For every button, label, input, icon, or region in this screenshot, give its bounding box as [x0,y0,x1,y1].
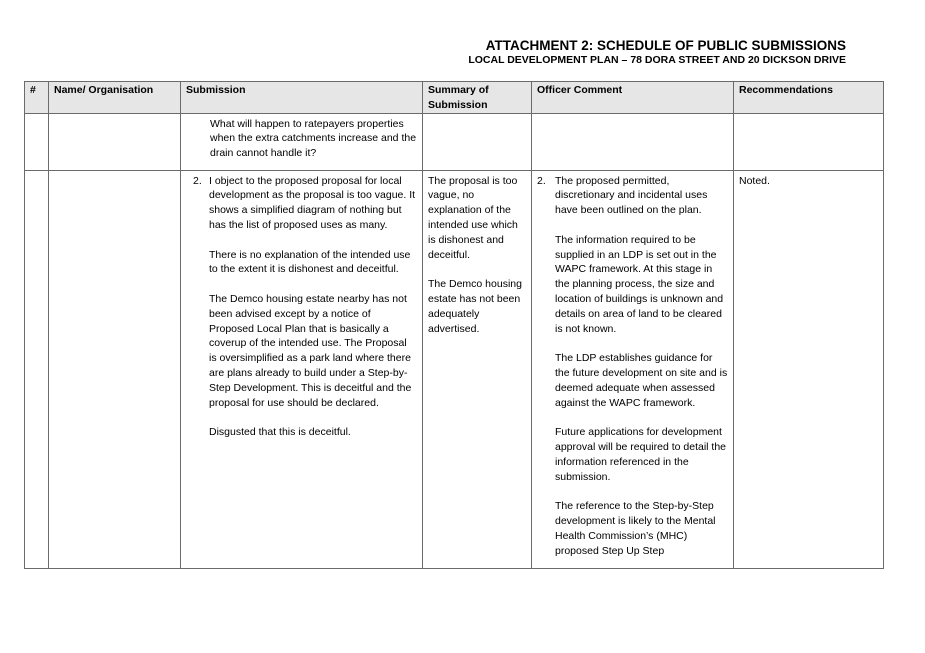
column-header-recommendations: Recommendations [734,82,884,114]
submission-paragraph: The Demco housing estate nearby has not been advised except by a notice of Proposed Local Plan that is basically a coverup of the intended use. The Proposal is oversimplified as a park land where there are plans already to build under a Step-by-Step Development. This is deceitful and the proposal for use should be declared. [209,292,412,409]
cell-recommendation [734,113,884,170]
officer-comment-paragraph: Future applications for development approval will be required to detail the information referenced in the submission. [555,426,727,483]
cell-officer-comment [532,170,734,568]
column-header-number: # [25,82,49,114]
cell-name [49,170,181,568]
submission-paragraph: Disgusted that this is deceitful. [209,426,351,439]
table-header-row [25,82,884,114]
submission-text: What will happen to ratepayers properties when the extra catchments increase and the drain cannot handle it? [210,117,417,160]
cell-recommendation [734,170,884,568]
column-header-summary: Summary of Submission [423,82,532,114]
cell-summary [423,170,532,568]
table-row [25,113,884,170]
cell-name [49,113,181,170]
document-subtitle: LOCAL DEVELOPMENT PLAN – 78 DORA STREET AND 20 DICKSON DRIVE [468,54,846,66]
officer-comment-number: 2. [537,174,546,187]
cell-officer-comment [532,113,734,170]
officer-comment-paragraph: The information required to be supplied in an LDP is set out in the WAPC framework. At this stage in the planning process, the size and location of buildings is unknown and details on area of land to be cleared is not known. [555,233,724,335]
column-header-name: Name/ Organisation [49,82,181,114]
table-row [25,170,884,568]
column-header-officer-comment: Officer Comment [532,82,734,114]
recommendation-text: Noted. [739,174,770,187]
cell-submission [181,113,423,170]
submission-paragraph: There is no explanation of the intended use to the extent it is dishonest and deceitful. [209,248,411,276]
cell-number [25,170,49,568]
document-title: ATTACHMENT 2: SCHEDULE OF PUBLIC SUBMISSIONS [485,38,846,53]
submission-number: 2. [193,174,202,187]
submissions-table [24,81,884,569]
officer-comment-paragraph: The proposed permitted, discretionary and incidental uses have been outlined on the plan. [555,174,708,217]
officer-comment-paragraph: The reference to the Step-by-Step development is likely to the Mental Health Commission’s (MHC) proposed Step Up Step [555,500,716,557]
submission-paragraph: I object to the proposed proposal for local development as the proposal is too vague. It shows a simplified diagram of nothing but has the list of proposed uses as many. [209,174,416,231]
cell-submission [181,170,423,568]
column-header-submission: Submission [181,82,423,114]
cell-number [25,113,49,170]
cell-summary [423,113,532,170]
summary-paragraph: The Demco housing estate has not been adequately advertised. [428,278,522,335]
summary-paragraph: The proposal is too vague, no explanation of the intended use which is dishonest and deceitful. [428,174,518,261]
officer-comment-paragraph: The LDP establishes guidance for the future development on site and is deemed adequate when assessed against the WAPC framework. [555,352,728,409]
